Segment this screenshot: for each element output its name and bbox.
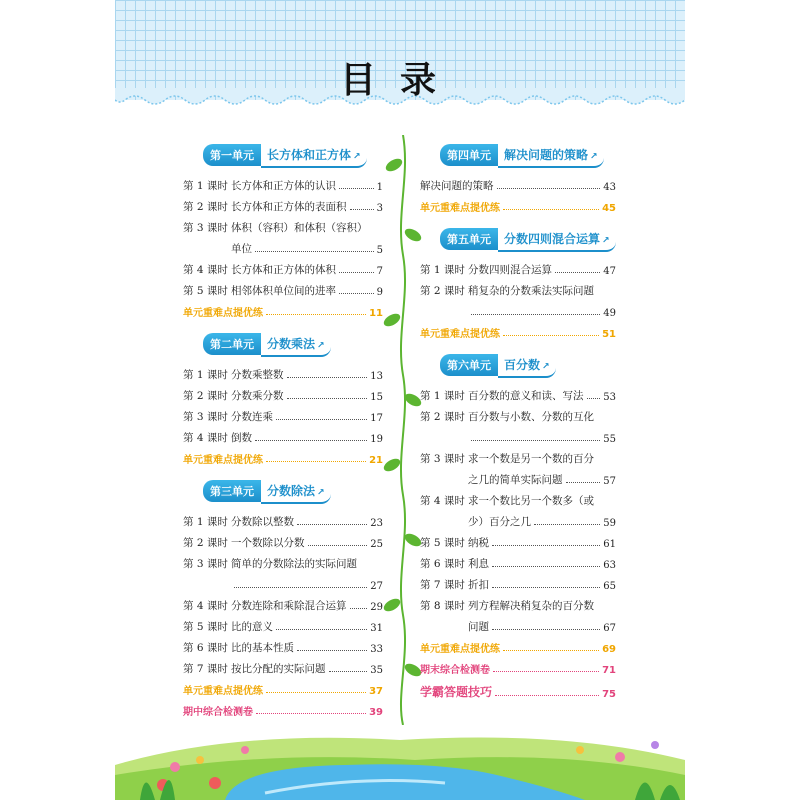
lesson-topic: 长方体和正方体的认识 xyxy=(231,180,336,192)
exam-label: 期中综合检测卷 xyxy=(183,707,253,718)
leader-dots xyxy=(255,440,367,441)
leader-dots xyxy=(566,482,601,483)
leader-dots xyxy=(276,629,367,630)
review-label: 单元重难点提优练 xyxy=(420,329,500,340)
review-label: 单元重难点提优练 xyxy=(420,644,500,655)
leader-dots xyxy=(339,293,374,294)
unit-name: 分数除法 ↗ xyxy=(261,479,331,504)
page-number: 23 xyxy=(370,518,383,529)
leader-dots xyxy=(497,188,601,189)
leader-dots xyxy=(503,650,599,651)
tips-label: 学霸答题技巧 xyxy=(420,685,493,699)
lesson-number: 第 3 课时 xyxy=(183,411,228,423)
toc-entry-continued[interactable] xyxy=(183,235,383,256)
page-number: 15 xyxy=(370,392,383,403)
toc-entry[interactable] xyxy=(420,571,616,592)
toc-entry[interactable] xyxy=(420,382,616,403)
toc-entry[interactable] xyxy=(420,256,616,277)
lesson-number: 第 6 课时 xyxy=(183,642,228,654)
lesson-topic: 简单的分数除法的实际问题 xyxy=(231,558,357,570)
leader-dots xyxy=(255,251,374,252)
lesson-topic: 比的意义 xyxy=(231,621,273,633)
review-label: 单元重难点提优练 xyxy=(183,308,263,319)
lesson-number: 第 5 课时 xyxy=(420,537,465,549)
lesson-topic-continued: 之几的简单实际问题 xyxy=(468,474,563,486)
lesson-topic: 百分数与小数、分数的互化 xyxy=(468,411,594,423)
page-number: 75 xyxy=(602,689,616,700)
leader-dots xyxy=(287,398,368,399)
page-number: 55 xyxy=(603,434,616,445)
toc-entry[interactable] xyxy=(183,424,383,445)
page-number: 69 xyxy=(602,644,616,655)
toc-entry[interactable] xyxy=(183,592,383,613)
lesson-number: 第 4 课时 xyxy=(420,495,465,507)
page-number: 53 xyxy=(603,392,616,403)
lesson-topic: 分数乘整数 xyxy=(231,369,284,381)
lesson-topic: 百分数的意义和读、写法 xyxy=(468,390,584,402)
unit-header xyxy=(203,142,383,168)
leader-dots xyxy=(555,272,600,273)
lesson-number: 第 2 课时 xyxy=(420,411,465,423)
leader-dots xyxy=(266,692,366,693)
lesson-topic: 分数连乘 xyxy=(231,411,273,423)
lesson-topic: 体积（容积）和体积（容积） xyxy=(231,222,368,234)
unit-review-entry[interactable] xyxy=(183,298,383,319)
unit-header xyxy=(440,226,616,252)
unit-header xyxy=(440,352,616,378)
toc-entry[interactable] xyxy=(183,193,383,214)
page-number: 21 xyxy=(369,455,383,466)
lesson-number: 第 2 课时 xyxy=(183,537,228,549)
leader-dots xyxy=(276,419,367,420)
toc-entry[interactable] xyxy=(420,529,616,550)
unit-review-entry[interactable] xyxy=(183,445,383,466)
lesson-number: 第 2 课时 xyxy=(183,390,228,402)
lesson-topic-continued: 少）百分之几 xyxy=(468,516,531,528)
leader-dots xyxy=(339,272,374,273)
lesson-topic: 按比分配的实际问题 xyxy=(231,663,326,675)
unit-name: 长方体和正方体 ↗ xyxy=(261,143,367,168)
lesson-number: 第 1 课时 xyxy=(183,516,228,528)
toc-entry[interactable] xyxy=(420,277,616,298)
toc-entry-continued[interactable] xyxy=(420,508,616,529)
page-number: 49 xyxy=(603,308,616,319)
lesson-topic: 解决问题的策略 xyxy=(420,180,494,192)
page-number: 63 xyxy=(603,560,616,571)
lesson-number: 第 2 课时 xyxy=(183,201,228,213)
toc-entry-continued[interactable] xyxy=(420,424,616,445)
lesson-topic: 相邻体积单位间的进率 xyxy=(231,285,336,297)
unit-name: 解决问题的策略 ↗ xyxy=(498,143,604,168)
toc-entry[interactable] xyxy=(183,214,383,235)
toc-right-column xyxy=(420,142,616,700)
lesson-topic: 分数连除和乘除混合运算 xyxy=(231,600,347,612)
lesson-number: 第 1 课时 xyxy=(183,369,228,381)
lesson-number: 第 7 课时 xyxy=(420,579,465,591)
leader-dots xyxy=(287,377,368,378)
toc-entry[interactable] xyxy=(183,655,383,676)
leader-dots xyxy=(350,209,374,210)
leader-dots xyxy=(471,440,600,441)
unit-review-entry[interactable] xyxy=(420,634,616,655)
unit-header xyxy=(440,142,616,168)
page-number: 33 xyxy=(370,644,383,655)
lesson-number: 第 5 课时 xyxy=(183,621,228,633)
leader-dots xyxy=(471,314,600,315)
page-title: 目录 xyxy=(339,60,460,101)
lesson-number: 第 3 课时 xyxy=(183,222,228,234)
toc-entry[interactable] xyxy=(420,487,616,508)
lesson-number: 第 3 课时 xyxy=(183,558,228,570)
toc-entry[interactable] xyxy=(420,592,616,613)
leader-dots xyxy=(503,209,599,210)
page-number: 27 xyxy=(370,581,383,592)
lesson-topic-continued: 单位 xyxy=(231,243,252,255)
page-number: 9 xyxy=(376,287,383,298)
toc-entry[interactable] xyxy=(420,550,616,571)
unit-number: 第一单元 xyxy=(203,144,261,166)
unit-header xyxy=(203,478,383,504)
page-number: 61 xyxy=(603,539,616,550)
lesson-number: 第 4 课时 xyxy=(183,264,228,276)
lesson-number: 第 4 课时 xyxy=(183,600,228,612)
answer-tips-entry[interactable] xyxy=(420,676,616,700)
unit-header xyxy=(203,331,383,357)
toc-left-column xyxy=(183,142,383,718)
lesson-topic: 分数四则混合运算 xyxy=(468,264,552,276)
leader-dots xyxy=(534,524,600,525)
lesson-topic: 稍复杂的分数乘法实际问题 xyxy=(468,285,594,297)
leader-dots xyxy=(266,461,366,462)
final-exam-entry[interactable] xyxy=(420,655,616,676)
unit-name: 分数四则混合运算 ↗ xyxy=(498,227,616,252)
toc-entry-continued[interactable] xyxy=(420,613,616,634)
page-number: 59 xyxy=(603,518,616,529)
lesson-topic-continued: 问题 xyxy=(468,621,489,633)
page-number: 13 xyxy=(370,371,383,382)
unit-number: 第六单元 xyxy=(440,354,498,376)
unit-review-entry[interactable] xyxy=(420,319,616,340)
page-number: 65 xyxy=(603,581,616,592)
leader-dots xyxy=(493,671,599,672)
lesson-topic: 列方程解决稍复杂的百分数 xyxy=(468,600,594,612)
lesson-number: 第 6 课时 xyxy=(420,558,465,570)
page-number: 43 xyxy=(603,182,616,193)
page-number: 67 xyxy=(603,623,616,634)
toc-entry[interactable] xyxy=(420,445,616,466)
toc-entry-continued[interactable] xyxy=(183,571,383,592)
review-label: 单元重难点提优练 xyxy=(183,455,263,466)
lesson-number: 第 7 课时 xyxy=(183,663,228,675)
toc-entry[interactable] xyxy=(183,382,383,403)
vine-leaf-icon xyxy=(382,156,424,679)
lesson-topic: 长方体和正方体的表面积 xyxy=(231,201,347,213)
page-number: 29 xyxy=(370,602,383,613)
leader-dots xyxy=(492,545,600,546)
toc-entry[interactable] xyxy=(183,508,383,529)
page-number: 19 xyxy=(370,434,383,445)
toc-entry[interactable] xyxy=(420,172,616,193)
unit-number: 第五单元 xyxy=(440,228,498,250)
lesson-topic: 纳税 xyxy=(468,537,489,549)
unit-review-entry[interactable] xyxy=(183,676,383,697)
unit-name: 百分数 ↗ xyxy=(498,353,556,378)
lesson-topic: 分数乘分数 xyxy=(231,390,284,402)
leader-dots xyxy=(339,188,374,189)
leader-dots xyxy=(492,629,600,630)
footer-landscape xyxy=(115,705,685,800)
leader-dots xyxy=(329,671,368,672)
page-number: 11 xyxy=(369,308,383,319)
toc-entry[interactable] xyxy=(183,550,383,571)
page-number: 17 xyxy=(370,413,383,424)
toc-entry-continued[interactable] xyxy=(420,298,616,319)
toc-entry[interactable] xyxy=(183,403,383,424)
lesson-number: 第 1 课时 xyxy=(420,390,465,402)
leader-dots xyxy=(266,314,366,315)
page-number: 1 xyxy=(376,182,383,193)
lesson-topic: 一个数除以分数 xyxy=(231,537,305,549)
toc-entry[interactable] xyxy=(183,361,383,382)
lesson-topic: 分数除以整数 xyxy=(231,516,294,528)
toc-entry[interactable] xyxy=(183,172,383,193)
lesson-topic: 求一个数比另一个数多（或 xyxy=(468,495,594,507)
leader-dots xyxy=(492,566,600,567)
lesson-number: 第 4 课时 xyxy=(183,432,228,444)
lesson-number: 第 1 课时 xyxy=(183,180,228,192)
leader-dots xyxy=(350,608,368,609)
review-label: 单元重难点提优练 xyxy=(183,686,263,697)
unit-name: 分数乘法 ↗ xyxy=(261,332,331,357)
exam-label: 期末综合检测卷 xyxy=(420,665,490,676)
toc-entry[interactable] xyxy=(183,277,383,298)
unit-number: 第三单元 xyxy=(203,480,261,502)
page-number: 37 xyxy=(369,686,383,697)
page-number: 7 xyxy=(376,266,383,277)
lesson-number: 第 3 课时 xyxy=(420,453,465,465)
page-number: 35 xyxy=(370,665,383,676)
page-number: 71 xyxy=(602,665,616,676)
unit-number: 第四单元 xyxy=(440,144,498,166)
lesson-number: 第 8 课时 xyxy=(420,600,465,612)
lesson-topic: 折扣 xyxy=(468,579,489,591)
toc-entry[interactable] xyxy=(183,529,383,550)
page-number: 39 xyxy=(369,707,383,718)
toc-entry[interactable] xyxy=(183,634,383,655)
leader-dots xyxy=(234,587,367,588)
lesson-topic: 长方体和正方体的体积 xyxy=(231,264,336,276)
page-number: 47 xyxy=(603,266,616,277)
leader-dots xyxy=(308,545,368,546)
review-label: 单元重难点提优练 xyxy=(420,203,500,214)
page-number: 57 xyxy=(603,476,616,487)
leader-dots xyxy=(503,335,599,336)
lesson-number: 第 1 课时 xyxy=(420,264,465,276)
page-number: 3 xyxy=(376,203,383,214)
page-number: 51 xyxy=(602,329,616,340)
lesson-topic: 比的基本性质 xyxy=(231,642,294,654)
lesson-topic: 求一个数是另一个数的百分 xyxy=(468,453,594,465)
page-number: 45 xyxy=(602,203,616,214)
lesson-topic: 利息 xyxy=(468,558,489,570)
page-number: 31 xyxy=(370,623,383,634)
leader-dots xyxy=(297,650,367,651)
toc-entry[interactable] xyxy=(420,403,616,424)
toc-entry-continued[interactable] xyxy=(420,466,616,487)
unit-review-entry[interactable] xyxy=(420,193,616,214)
toc-entry[interactable] xyxy=(183,613,383,634)
leader-dots xyxy=(492,587,600,588)
leader-dots xyxy=(297,524,367,525)
lesson-number: 第 5 课时 xyxy=(183,285,228,297)
leader-dots xyxy=(587,398,601,399)
lesson-number: 第 2 课时 xyxy=(420,285,465,297)
unit-number: 第二单元 xyxy=(203,333,261,355)
leader-dots xyxy=(495,695,599,696)
page-number: 5 xyxy=(376,245,383,256)
page-number: 25 xyxy=(370,539,383,550)
lesson-topic: 倒数 xyxy=(231,432,252,444)
toc-entry[interactable] xyxy=(183,256,383,277)
